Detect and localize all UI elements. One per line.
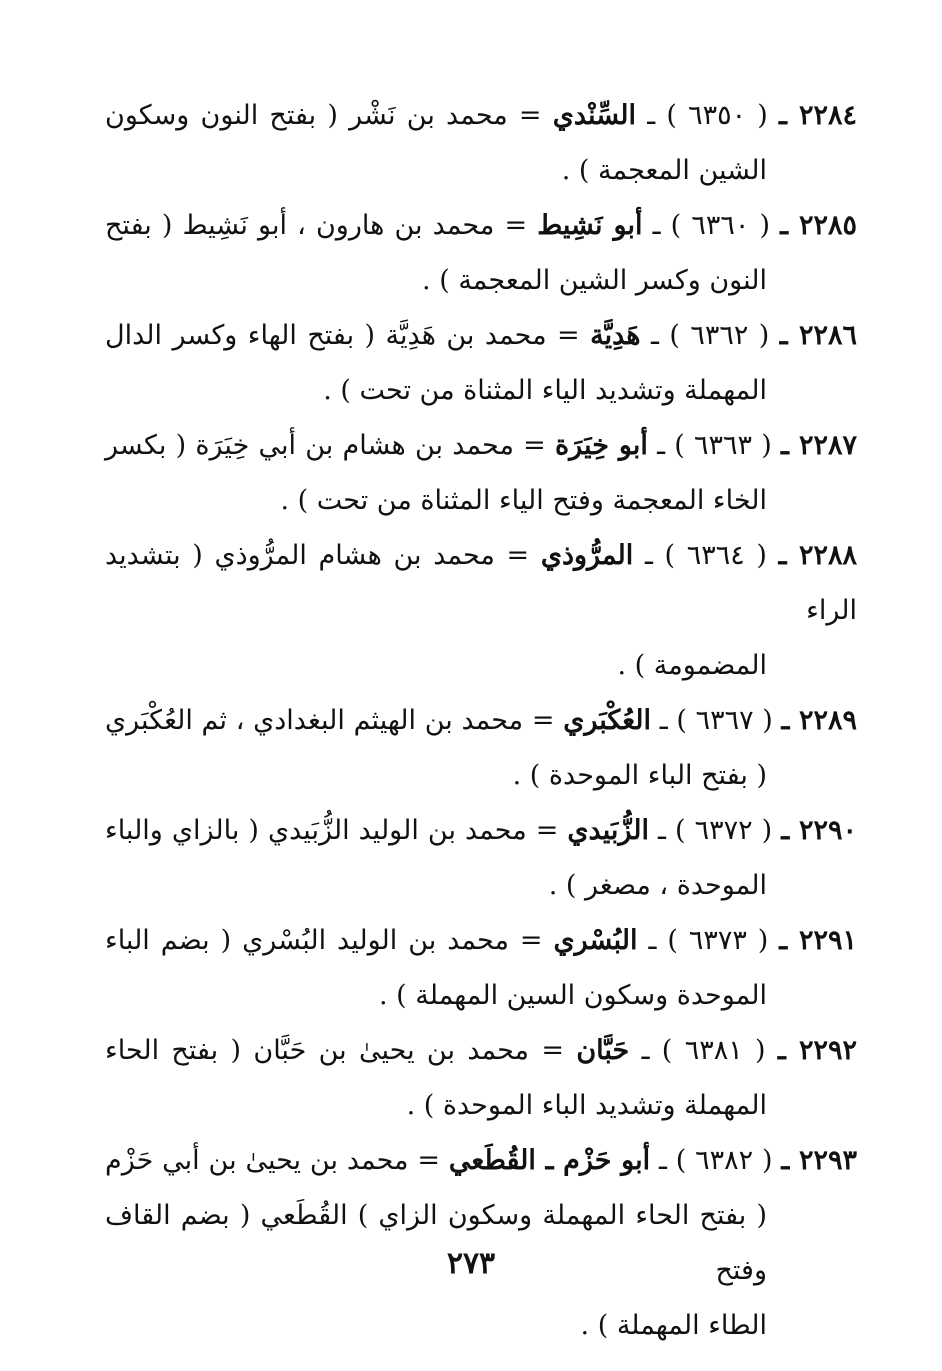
entry-continuation: المهملة وتشديد الباء الموحدة ) . — [406, 1090, 767, 1121]
entry-number: ٢٢٨٥ ـ — [780, 210, 857, 241]
entry-heading: السِّنْدي — [552, 100, 637, 131]
entry-number: ٢٢٨٦ ـ — [779, 320, 857, 351]
entry-reference: ( ٦٣٦٧ ) ـ — [659, 705, 773, 736]
entry-number: ٢٢٩١ ـ — [779, 925, 857, 956]
page-number: ٢٧٣ — [446, 1246, 496, 1281]
entry-number: ٢٢٩٣ ـ — [781, 1145, 857, 1176]
entry-heading: أبو خِيَرَة — [555, 430, 648, 461]
entry-first-line — [105, 88, 857, 143]
entry-first-line — [105, 803, 857, 858]
entry-number: ٢٢٨٧ ـ — [781, 430, 857, 461]
entry-2284 — [105, 88, 857, 198]
entry-2289 — [105, 693, 857, 803]
entry-text: = محمد بن الوليد الزُّبَيدي ( بالزاي والباء — [105, 815, 559, 846]
entry-reference: ( ٦٣٦٠ ) ـ — [652, 210, 770, 241]
entry-heading: المرُّوذي — [540, 540, 634, 571]
entry-first-line — [105, 198, 857, 253]
entry-continuation: النون وكسر الشين المعجمة ) . — [422, 265, 767, 296]
entry-first-line — [105, 913, 857, 968]
entry-first-line — [105, 418, 857, 473]
entry-text: = محمد بن نَشْر ( بفتح النون وسكون — [105, 100, 542, 131]
entry-first-line — [105, 1023, 857, 1078]
entry-heading: أبو نَشِيط — [537, 210, 643, 241]
entry-2288 — [105, 528, 857, 693]
entry-2285 — [105, 198, 857, 308]
entry-reference: ( ٦٣٧٢ ) ـ — [658, 815, 773, 846]
entry-2293 — [105, 1133, 857, 1353]
entry-continuation: المضمومة ) . — [617, 650, 767, 681]
entry-text: = محمد بن الهيثم البغدادي ، ثم العُكْبَري — [105, 705, 555, 736]
entry-2292 — [105, 1023, 857, 1133]
entry-continuation: الخاء المعجمة وفتح الياء المثناة من تحت ) . — [280, 485, 767, 516]
entry-heading: العُكْبَري — [563, 705, 652, 736]
entry-text: = محمد بن هشام المرُّوذي ( بتشديد الراء — [105, 540, 857, 626]
entry-continuation: ( بفتح الحاء المهملة وسكون الزاي ) القُطَعي ( بضم القاف وفتح — [105, 1200, 767, 1286]
entry-continuation: ( بفتح الباء الموحدة ) . — [512, 760, 767, 791]
entry-continuation: المهملة وتشديد الياء المثناة من تحت ) . — [323, 375, 767, 406]
entry-continuation: الشين المعجمة ) . — [561, 155, 767, 186]
entry-2286 — [105, 308, 857, 418]
entry-2290 — [105, 803, 857, 913]
entry-reference: ( ٦٣٦٢ ) ـ — [650, 320, 770, 351]
entry-heading: هَدِيَّة — [590, 320, 641, 351]
entry-heading: أبو حَزْم ـ القُطَعي — [448, 1145, 651, 1176]
entry-number: ٢٢٩٠ ـ — [781, 815, 857, 846]
entry-number: ٢٢٨٨ ـ — [778, 540, 858, 571]
entry-first-line — [105, 693, 857, 748]
entry-text: = محمد بن يحيىٰ بن أبي حَزْم — [105, 1145, 440, 1176]
entry-number: ٢٢٨٩ ـ — [781, 705, 857, 736]
entry-first-line — [105, 308, 857, 363]
entry-first-line — [105, 528, 857, 638]
entry-text: = محمد بن هَدِيَّة ( بفتح الهاء وكسر الدال — [105, 320, 580, 351]
entry-text: = محمد بن هارون ، أبو نَشِيط ( بفتح — [105, 210, 528, 241]
entry-reference: ( ٦٣٥٠ ) ـ — [647, 100, 768, 131]
entry-first-line — [105, 1133, 857, 1188]
entry-reference: ( ٦٣٧٣ ) ـ — [648, 925, 769, 956]
entry-continuation: الموحدة وسكون السين المهملة ) . — [379, 980, 767, 1011]
entry-continuation: الموحدة ، مصغر ) . — [548, 870, 767, 901]
entry-text: = محمد بن الوليد البُسْري ( بضم الباء — [105, 925, 543, 956]
entry-reference: ( ٦٣٨١ ) ـ — [641, 1035, 766, 1066]
entry-number: ٢٢٨٤ ـ — [779, 100, 857, 131]
entry-text: = محمد بن يحيىٰ بن حَبَّان ( بفتح الحاء — [105, 1035, 564, 1066]
entry-continuation: الطاء المهملة ) . — [580, 1310, 767, 1341]
document-body — [105, 88, 857, 1353]
entry-2287 — [105, 418, 857, 528]
entry-heading: البُسْري — [553, 925, 638, 956]
entry-heading: حَبَّان — [576, 1035, 630, 1066]
entry-text: = محمد بن هشام بن أبي خِيَرَة ( بكسر — [105, 430, 546, 461]
entry-reference: ( ٦٣٦٣ ) ـ — [657, 430, 772, 461]
entry-reference: ( ٦٣٨٢ ) ـ — [658, 1145, 773, 1176]
entry-number: ٢٢٩٢ ـ — [777, 1035, 857, 1066]
entry-heading: الزُّبَيدي — [567, 815, 649, 846]
entry-reference: ( ٦٣٦٤ ) ـ — [644, 540, 767, 571]
entry-2291 — [105, 913, 857, 1023]
